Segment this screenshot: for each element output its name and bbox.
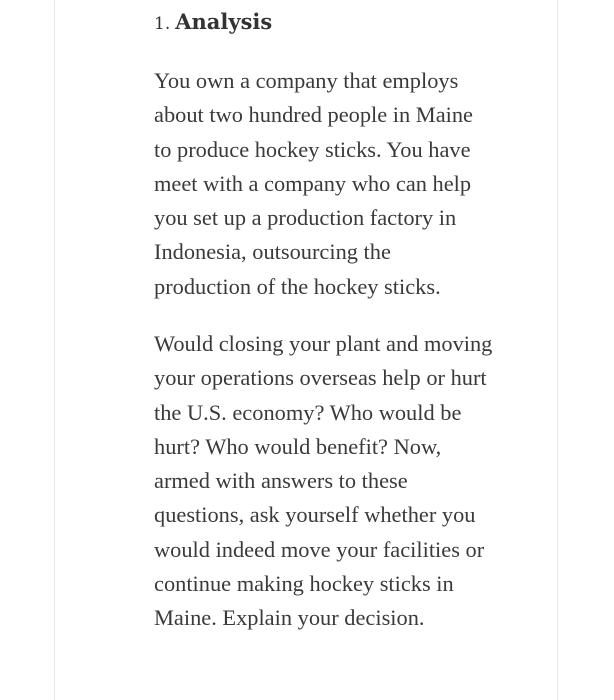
paragraph-line: continue making hockey sticks in bbox=[154, 571, 454, 597]
paragraph-line: meet with a company who can help bbox=[154, 170, 472, 196]
paragraph-line: your operations overseas help or hurt bbox=[154, 365, 487, 391]
paragraph-line: the U.S. economy? Who would be bbox=[154, 399, 462, 425]
question-paragraph bbox=[154, 327, 544, 636]
paragraph-line: would indeed move your facilities or bbox=[154, 536, 485, 562]
section-heading bbox=[154, 6, 272, 35]
paragraph-line: questions, ask yourself whether you bbox=[154, 502, 476, 528]
paragraph-line: about two hundred people in Maine bbox=[154, 102, 473, 128]
section-title: Analysis bbox=[175, 9, 273, 34]
paragraph-line: to produce hockey sticks. You have bbox=[154, 136, 471, 162]
paragraph-line: Indonesia, outsourcing the bbox=[154, 239, 391, 265]
paragraph-line: armed with answers to these bbox=[154, 468, 408, 494]
paragraph-line: production of the hockey sticks. bbox=[154, 273, 441, 299]
scenario-paragraph bbox=[154, 64, 544, 304]
section-number: 1. bbox=[154, 14, 171, 34]
paragraph-line: Would closing your plant and moving bbox=[154, 331, 493, 356]
paragraph-line: hurt? Who would benefit? Now, bbox=[154, 433, 442, 459]
paragraph-line: Maine. Explain your decision. bbox=[154, 605, 425, 631]
paragraph-line: You own a company that employs bbox=[154, 68, 459, 93]
paragraph-line: you set up a production factory in bbox=[154, 205, 457, 231]
